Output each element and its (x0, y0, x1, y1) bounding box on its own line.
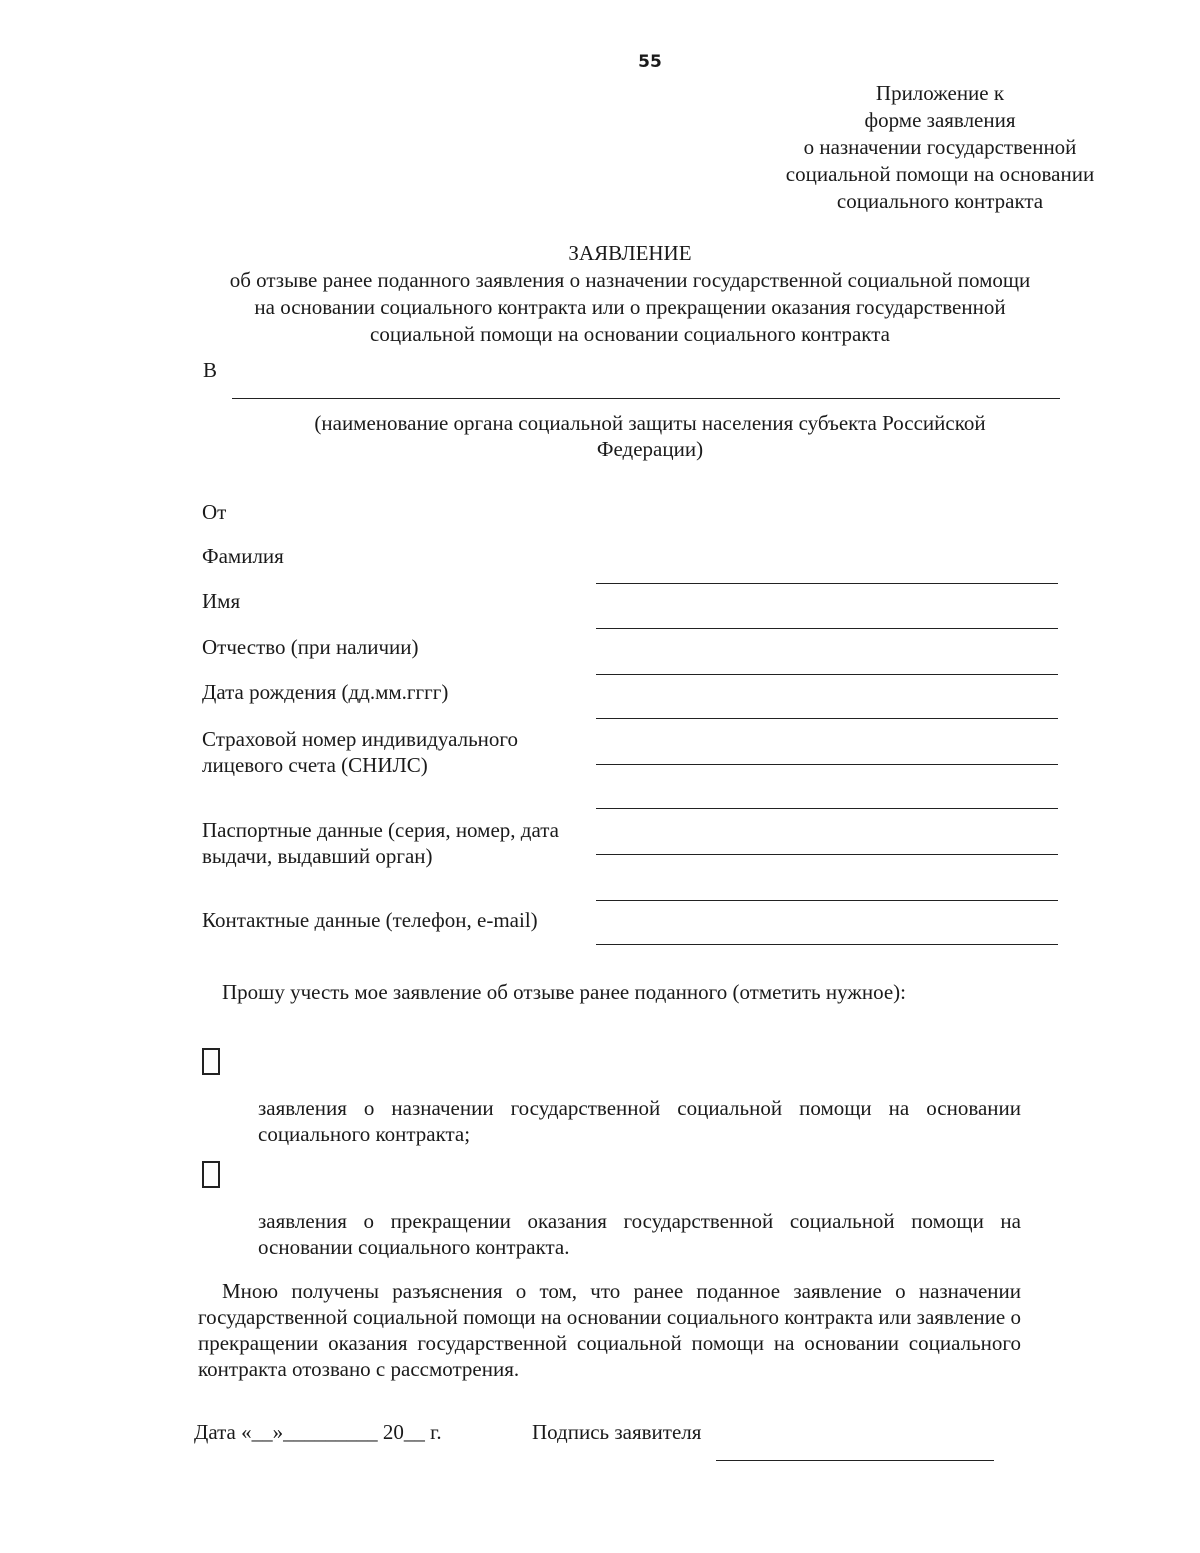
organ-name-hint (220, 410, 1080, 462)
passport-label (202, 817, 559, 869)
document-title: ЗАЯВЛЕНИЕ (568, 241, 692, 265)
clarification-paragraph: Мною получены разъяснения о том, что ранее поданное заявление о назначении государственной социальной помощи на основании социального контракта или заявление о прекращении оказания государственной социальной помощи на основании социального контракта отозвано с рассмотрения. (198, 1279, 1021, 1381)
date-field[interactable]: Дата «__»_________ 20__ г. (194, 1420, 442, 1444)
document-subtitle-line: об отзыве ранее поданного заявления о назначении государственной социальной помощи (229, 268, 1031, 292)
organ-hint-line: Федерации) (596, 437, 704, 461)
passport-field-extra[interactable] (596, 900, 1058, 901)
snils-label-line: Страховой номер индивидуального (202, 727, 518, 751)
appendix-line: социального контракта (836, 189, 1044, 213)
contacts-label: Контактные данные (телефон, e-mail) (202, 908, 538, 932)
to-label: В (203, 358, 218, 382)
document-subtitle-line: социальной помощи на основании социального контракта (370, 322, 890, 346)
appendix-line: форме заявления (864, 108, 1016, 132)
document-subtitle-line: на основании социального контракта или о прекращении оказания государственной (254, 295, 1006, 319)
birth-date-label: Дата рождения (дд.мм.гггг) (202, 680, 449, 704)
snils-field[interactable] (596, 764, 1058, 765)
appendix-line: о назначении государственной (803, 135, 1077, 159)
signature-field[interactable] (716, 1460, 994, 1461)
patronymic-label: Отчество (при наличии) (202, 635, 419, 659)
signature-label: Подпись заявителя (532, 1420, 702, 1444)
passport-label-line: выдачи, выдавший орган) (202, 844, 433, 868)
option-recall-termination-checkbox[interactable] (202, 1161, 220, 1188)
option-recall-assignment-checkbox[interactable] (202, 1048, 220, 1075)
from-label: От (202, 500, 227, 524)
option-recall-termination-text: заявления о прекращении оказания государственной социальной помощи на основании социального контракта. (258, 1209, 1021, 1259)
organ-hint-line: (наименование органа социальной защиты населения субъекта Российской (314, 411, 986, 435)
option-recall-assignment-text: заявления о назначении государственной социальной помощи на основании социального контракта; (258, 1096, 1021, 1146)
request-text: Прошу учесть мое заявление об отзыве ранее поданного (отметить нужное): (222, 980, 906, 1004)
snils-field-extra[interactable] (596, 808, 1058, 809)
snils-label-line: лицевого счета (СНИЛС) (202, 753, 428, 777)
organ-name-field[interactable] (232, 398, 1060, 399)
appendix-line: Приложение к (875, 81, 1005, 105)
passport-label-line: Паспортные данные (серия, номер, дата (202, 818, 559, 842)
passport-field[interactable] (596, 854, 1058, 855)
snils-label (202, 726, 518, 778)
birth-date-field[interactable] (596, 718, 1058, 719)
surname-label: Фамилия (202, 544, 284, 568)
patronymic-field[interactable] (596, 674, 1058, 675)
name-label: Имя (202, 589, 241, 613)
name-field[interactable] (596, 628, 1058, 629)
document-title-block (150, 240, 1110, 348)
contacts-field[interactable] (596, 944, 1058, 945)
appendix-line: социальной помощи на основании (785, 162, 1095, 186)
surname-field[interactable] (596, 583, 1058, 584)
page-number: 55 (638, 52, 662, 72)
appendix-header (760, 80, 1120, 215)
